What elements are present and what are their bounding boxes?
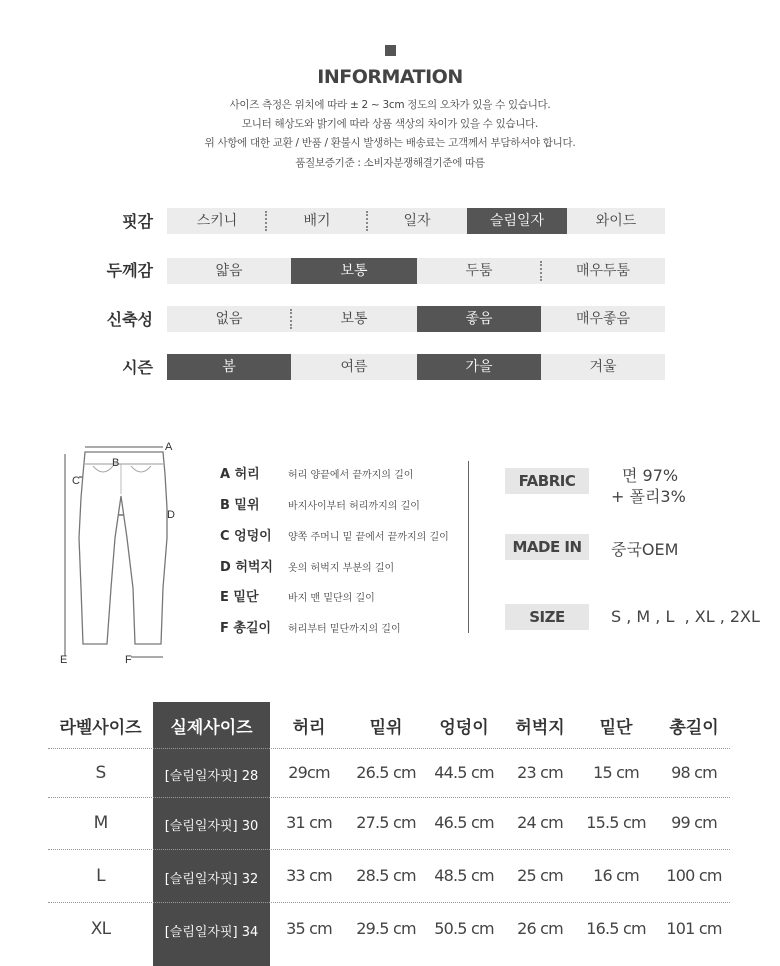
season-option-selected: 가을 xyxy=(417,354,541,380)
thickness-option: 매우두툼 xyxy=(541,258,665,284)
info-note: 위 사항에 대한 교환 / 반품 / 환불시 발생하는 배송료는 고객께서 부담하셔야 합니다. xyxy=(204,137,576,149)
table-cell: 99 cm xyxy=(671,813,717,832)
measure-key: D 허벅지 xyxy=(220,560,273,575)
measure-key: C 엉덩이 xyxy=(220,529,272,544)
season-option: 여름 xyxy=(291,354,417,380)
measure-key: A 허리 xyxy=(220,467,260,482)
info-title: INFORMATION xyxy=(317,66,463,88)
fabric-label: FABRIC xyxy=(505,468,589,494)
thickness-option: 두툼 xyxy=(417,258,541,284)
fit-option: 와이드 xyxy=(567,208,665,234)
section-divider xyxy=(468,461,469,633)
measure-desc: 바지사이부터 허리까지의 길이 xyxy=(288,501,420,512)
table-cell: 44.5 cm xyxy=(434,763,494,782)
table-cell-actual: [슬림일자핏] 32 xyxy=(164,872,259,887)
table-cell: 16 cm xyxy=(593,866,639,885)
header-hip: 엉덩이 xyxy=(439,718,489,738)
table-cell: 15 cm xyxy=(593,763,639,782)
pants-diagram xyxy=(55,438,195,670)
header-thigh: 허벅지 xyxy=(515,718,565,738)
thickness-option: 얇음 xyxy=(167,258,291,284)
measure-desc: 허리부터 밑단까지의 길이 xyxy=(288,624,401,635)
info-note: 사이즈 측정은 위치에 따라 ± 2 ~ 3cm 정도의 오차가 있을 수 있습니다. xyxy=(229,99,551,111)
row-divider xyxy=(48,748,730,749)
fabric-value-cotton: 면 97% xyxy=(622,466,679,485)
attr-label-season: 시즌 xyxy=(122,358,153,377)
table-cell: 35 cm xyxy=(286,919,332,938)
season-option-selected: 봄 xyxy=(167,354,291,380)
table-cell: 16.5 cm xyxy=(586,919,646,938)
table-cell-actual: [슬림일자핏] 28 xyxy=(164,769,259,784)
divider xyxy=(366,211,368,231)
attr-label-fit: 핏감 xyxy=(122,212,153,231)
measure-key: E 밑단 xyxy=(220,590,259,605)
table-cell: 29.5 cm xyxy=(356,919,416,938)
table-cell: 29cm xyxy=(288,763,330,782)
fabric-value-poly: + 폴리3% xyxy=(611,487,686,506)
row-divider xyxy=(48,849,730,850)
header-waist: 허리 xyxy=(292,718,326,738)
table-cell: 27.5 cm xyxy=(356,813,416,832)
table-cell: 15.5 cm xyxy=(586,813,646,832)
square-bullet-icon xyxy=(385,45,396,56)
stretch-option: 매우좋음 xyxy=(541,306,665,332)
letter-d: D xyxy=(167,509,175,521)
row-divider xyxy=(48,902,730,903)
table-cell-label: M xyxy=(93,813,108,833)
table-cell: 46.5 cm xyxy=(434,813,494,832)
divider xyxy=(290,309,292,329)
table-cell: 26.5 cm xyxy=(356,763,416,782)
measure-desc: 옷의 허벅지 부분의 길이 xyxy=(288,563,395,574)
stretch-option: 없음 xyxy=(167,306,291,332)
measure-key: B 밑위 xyxy=(220,498,260,513)
measure-desc: 바지 맨 밑단의 길이 xyxy=(288,593,375,604)
table-cell: 24 cm xyxy=(517,813,563,832)
header-label-size: 라벨사이즈 xyxy=(59,718,142,738)
season-option: 겨울 xyxy=(541,354,665,380)
table-cell-actual: [슬림일자핏] 34 xyxy=(164,925,259,940)
letter-b: B xyxy=(112,457,120,469)
attr-label-thickness: 두께감 xyxy=(106,261,153,280)
pants-outline xyxy=(79,452,167,644)
table-cell: 23 cm xyxy=(517,763,563,782)
table-cell: 33 cm xyxy=(286,866,332,885)
table-cell: 50.5 cm xyxy=(434,919,494,938)
size-value: S , M , L , XL , 2XL xyxy=(611,607,760,626)
letter-f: F xyxy=(125,654,132,666)
table-cell: 26 cm xyxy=(517,919,563,938)
divider xyxy=(265,211,267,231)
table-cell-label: XL xyxy=(90,919,111,939)
size-label: SIZE xyxy=(505,604,589,630)
header-rise: 밑위 xyxy=(369,718,403,738)
table-cell: 28.5 cm xyxy=(356,866,416,885)
table-cell: 101 cm xyxy=(666,919,722,938)
table-cell: 31 cm xyxy=(286,813,332,832)
header-actual-size: 실제사이즈 xyxy=(170,718,253,738)
header-hem: 밑단 xyxy=(599,718,633,738)
divider xyxy=(540,261,542,281)
header-total-length: 총길이 xyxy=(669,718,719,738)
fit-option: 스키니 xyxy=(167,208,267,234)
info-note: 모니터 해상도와 밝기에 따라 상품 색상의 차이가 있을 수 있습니다. xyxy=(241,118,539,130)
measure-key: F 총길이 xyxy=(220,621,272,636)
table-cell-actual: [슬림일자핏] 30 xyxy=(164,819,259,834)
letter-e: E xyxy=(60,654,68,666)
info-note: 품질보증기준 : 소비자분쟁해결기준에 따름 xyxy=(295,157,485,169)
letter-a: A xyxy=(165,441,173,453)
table-cell-label: S xyxy=(95,763,106,783)
row-divider xyxy=(48,797,730,798)
table-cell: 100 cm xyxy=(666,866,722,885)
fit-option-selected: 슬림일자 xyxy=(467,208,567,234)
made-in-label: MADE IN xyxy=(505,534,589,560)
measure-desc: 허리 양끝에서 끝까지의 길이 xyxy=(288,470,414,481)
table-cell: 48.5 cm xyxy=(434,866,494,885)
measure-desc: 양쪽 주머니 밑 끝에서 끝까지의 길이 xyxy=(288,532,449,543)
made-in-value: 중국OEM xyxy=(611,540,679,559)
table-cell-label: L xyxy=(96,866,105,886)
fit-option: 배기 xyxy=(267,208,367,234)
stretch-option: 보통 xyxy=(291,306,417,332)
thickness-option-selected: 보통 xyxy=(291,258,417,284)
table-cell: 25 cm xyxy=(517,866,563,885)
letter-c: C xyxy=(72,475,80,487)
fit-option: 일자 xyxy=(367,208,467,234)
table-cell: 98 cm xyxy=(671,763,717,782)
attr-label-stretch: 신축성 xyxy=(106,310,153,329)
stretch-option-selected: 좋음 xyxy=(417,306,541,332)
